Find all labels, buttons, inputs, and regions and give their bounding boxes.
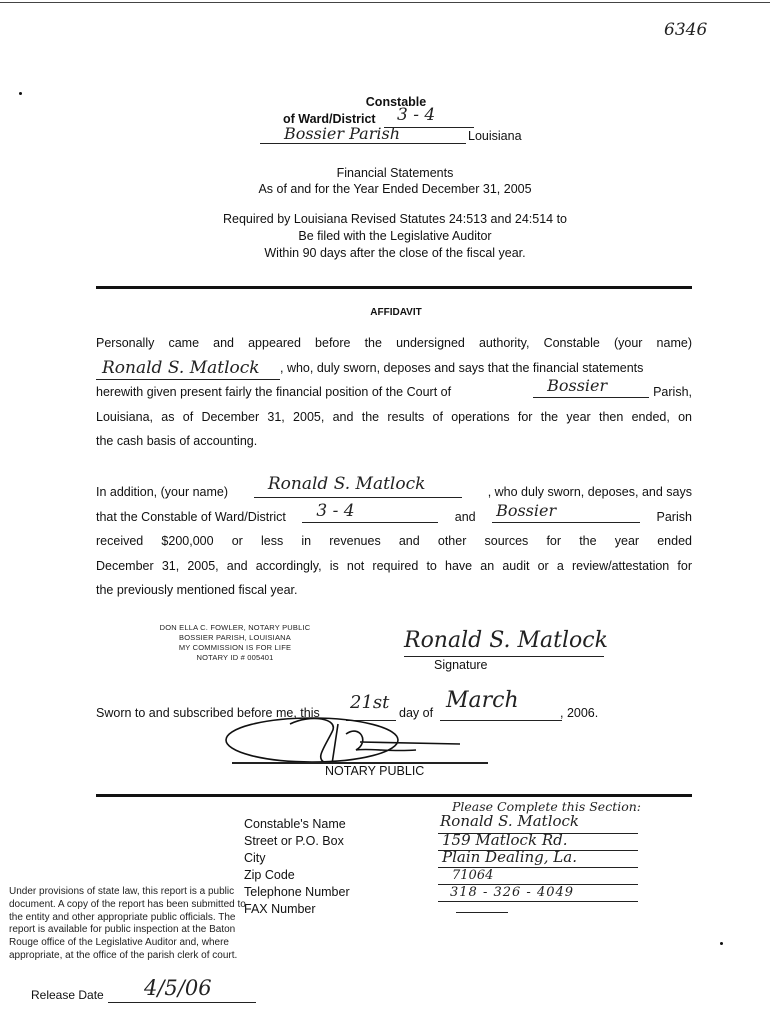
disclaimer-line-2: document. A copy of the report has been submitted to [9, 898, 246, 910]
parish-line [260, 143, 466, 144]
stamp-line-2: BOSSIER PARISH, LOUISIANA [179, 633, 291, 642]
p2-line5: the previously mentioned fiscal year. [96, 583, 298, 597]
label-fax: FAX Number [244, 902, 316, 916]
p2-parish-field [492, 500, 640, 523]
constable-signature: Ronald S. Matlock [404, 628, 608, 653]
disclaimer-line-4: report is available for public inspection at the Baton [9, 924, 236, 936]
p2-line2 [96, 500, 692, 530]
header-line4: Be filed with the Legislative Auditor [298, 229, 492, 243]
ward-value: 3 - 4 [397, 105, 436, 125]
p2-line3: received $200,000 or less in revenues and other sources for the year ended [96, 534, 692, 548]
p2-line4: December 31, 2005, and accordingly, is not required to have an audit or a review/attestation for [96, 558, 692, 573]
label-zip: Zip Code [244, 868, 295, 882]
signature-label: Signature [434, 658, 488, 672]
p2-ward-field [302, 500, 438, 523]
p2-ward: 3 - 4 [316, 500, 355, 521]
speck [19, 92, 22, 95]
p2-and: and [454, 509, 476, 524]
header-line3: Required by Louisiana Revised Statutes 24:513 and 24:514 to [223, 212, 567, 226]
signature-line [404, 656, 604, 657]
stamp-line-1: DON ELLA C. FOWLER, NOTARY PUBLIC [159, 623, 311, 632]
divider-top [96, 286, 692, 289]
sworn-year: , 2006. [560, 706, 599, 720]
p2-name: Ronald S. Matlock [267, 474, 426, 494]
value-line-fax [456, 912, 508, 913]
disclaimer-line-3: the entity and other appropriate public officials. The [9, 911, 236, 923]
notary-stamp [140, 623, 330, 663]
label-city: City [244, 851, 266, 865]
contact-prompt: Please Complete this Section: [452, 799, 642, 814]
stamp-line-4: NOTARY ID # 005401 [196, 653, 274, 662]
p1-line3-text: herewith given present fairly the financial position of the Court of [96, 385, 452, 399]
affidavit-paragraph-2 [96, 474, 692, 603]
p2-line2-label: that the Constable of Ward/District [96, 509, 286, 524]
value-street: 159 Matlock Rd. [442, 831, 568, 849]
notary-signature-loop [226, 718, 398, 762]
p1-name: Ronald S. Matlock [102, 358, 260, 378]
notary-public-label: NOTARY PUBLIC [325, 764, 425, 778]
p1-line1: Personally came and appeared before the undersigned authority, Constable (your name) [96, 336, 692, 350]
p1-parish-field [533, 376, 692, 405]
disclaimer-line-6: appropriate, at the office of the parish clerk of court. [9, 949, 238, 961]
p1-parish-blank [533, 376, 649, 398]
value-line-telephone [438, 901, 638, 902]
ward-label: of Ward/District [283, 112, 376, 126]
header-title: Constable [365, 95, 427, 109]
p1-line2-text: , who, duly sworn, deposes and says that the financial statements [280, 360, 644, 375]
p1-parish: Bossier [547, 376, 608, 395]
p1-line5: the cash basis of accounting. [96, 434, 258, 448]
p1-line3 [96, 376, 692, 405]
p2-line1-label: In addition, (your name) [96, 485, 229, 499]
header-line1: Financial Statements [336, 166, 454, 180]
p2-line1 [96, 474, 692, 505]
label-telephone: Telephone Number [244, 885, 350, 899]
stamp-line-3: MY COMMISSION IS FOR LIFE [178, 643, 292, 652]
top-border [0, 2, 770, 3]
p2-line1-text: , who duly sworn, deposes, and says [487, 485, 692, 499]
disclaimer-line-5: Rouge office of the Legislative Auditor and, where [9, 937, 229, 949]
affidavit-heading: AFFIDAVIT [370, 307, 422, 318]
release-date-line [108, 1002, 256, 1003]
p2-name-field [254, 474, 462, 498]
label-constable-name: Constable's Name [244, 817, 346, 831]
p1-line4: Louisiana, as of December 31, 2005, and the results of operations for the year then ended, on [96, 409, 692, 424]
value-constable-name: Ronald S. Matlock [440, 812, 580, 830]
state-label: Louisiana [468, 129, 522, 143]
divider-bottom [96, 794, 692, 797]
p2-parish: Bossier [496, 500, 557, 520]
p2-parish-suffix: Parish [656, 509, 692, 524]
disclaimer [9, 886, 277, 963]
affidavit-paragraph-1 [96, 331, 692, 454]
doc-number: 6346 [664, 20, 708, 40]
speck [720, 942, 723, 945]
header-line2: As of and for the Year Ended December 31, 2005 [258, 182, 532, 196]
p1-parish-suffix: Parish, [653, 385, 692, 399]
label-street: Street or P.O. Box [244, 834, 344, 848]
sworn-month: March [446, 688, 519, 713]
sworn-day-of: day of [399, 706, 434, 720]
release-date-label: Release Date [31, 988, 104, 1002]
sworn-text: Sworn to and subscribed before me, this [96, 706, 320, 720]
sworn-day: 21st [350, 692, 390, 713]
value-zip: 71064 [452, 868, 494, 883]
value-city: Plain Dealing, La. [442, 848, 577, 866]
release-date-value: 4/5/06 [144, 976, 212, 1000]
value-telephone: 318 - 326 - 4049 [450, 885, 575, 900]
disclaimer-line-1: Under provisions of state law, this report is a public [9, 886, 235, 897]
header-line5: Within 90 days after the close of the fiscal year. [264, 246, 526, 260]
parish-value: Bossier Parish [284, 124, 400, 143]
p1-name-field [96, 358, 280, 380]
